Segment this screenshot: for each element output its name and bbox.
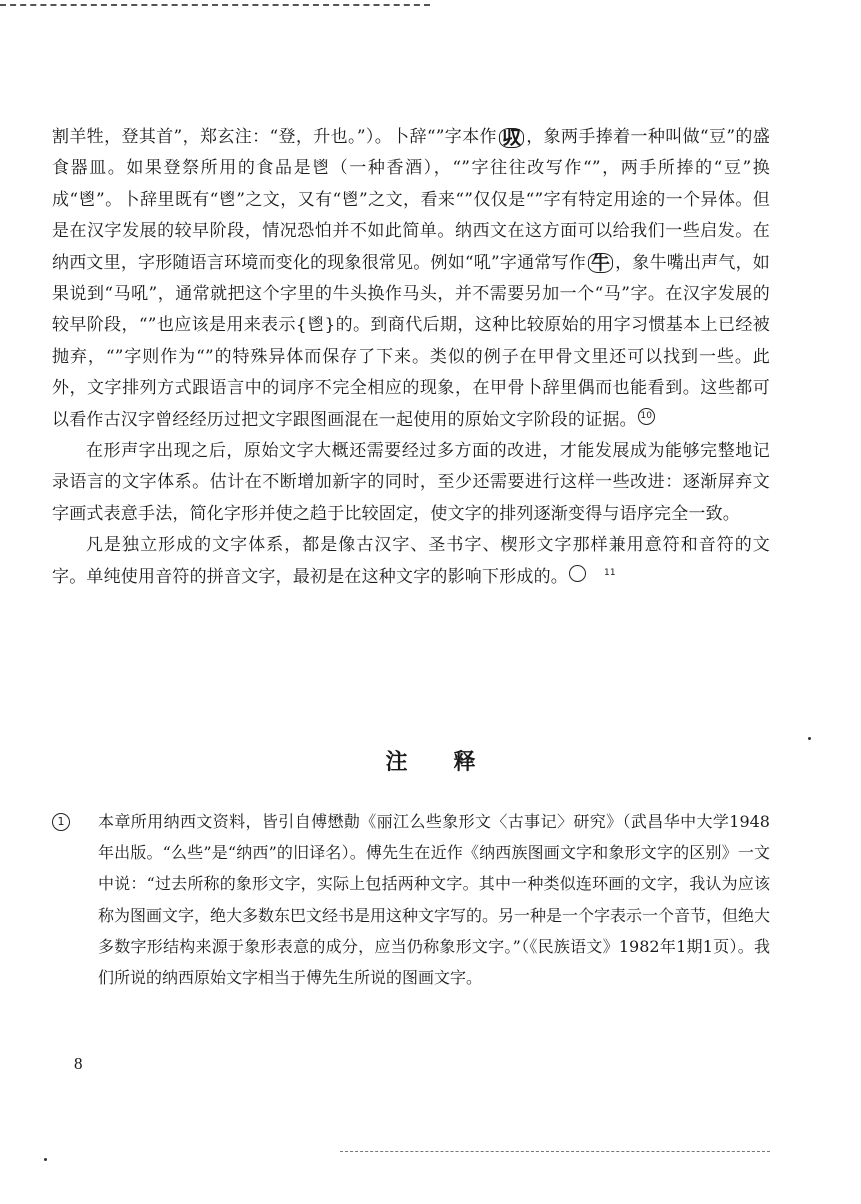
main-text [52,122,770,593]
paragraph: 在形声字出现之后，原始文字大概还需要经过多方面的改进，才能发展成为能够完整地记录语言的文字体系。估计在不断增加新字的同时，至少还需要进行这样一些改进：逐渐屏弃文字画式表意手法，简化字形并使之趋于比较固定，使文字的排列逐渐变得与语序完全一致。 [52,441,770,524]
paragraph [52,122,770,436]
note-item [52,806,770,993]
text-run: ，象两手捧着一种叫做“豆”的盛食器皿。如果登祭所用的食品是鬯（一种香酒），“”字往往改写作“”，两手所捧的“豆”换成“鬯”。卜辞里既有“鬯”之文，又有“鬯”之文，看来“”仅仅是“”字有特定用途的一个异体。但是在汉字发展的较早阶段，情况恐怕并不如此简单。纳西文在这方面可以给我们一些启发。在纳西文里，字形随语言环境而变化的现象很常见。例如“吼”字通常写作 [52,127,770,273]
text-run: ，象牛嘴出声气，如果说到“马吼”，通常就把这个字里的牛头换作马头，并不需要另加一个“马”字。在汉字发展的较早阶段，“”也应该是用来表示{鬯}的。到商代后期，这种比较原始的用字习惯基本上已经被抛弃，“”字则作为“”的特殊异体而保存了下来。类似的例子在甲骨文里还可以找到一些。此外，文字排列方式跟语言中的词序不完全相应的现象，在甲骨卜辞里偶而也能看到。这些都可以看作古汉字曾经经历过把文字跟图画混在一起使用的原始文字阶段的证据。 [52,252,771,430]
text-run: 割羊牲，登其首”，郑玄注：“登，升也。”）。卜辞“”字本作 [52,127,497,147]
footnote-marker[interactable]: 11 [569,565,586,582]
note-number: 1 [52,813,70,831]
page-number: 8 [74,1054,83,1073]
scan-top-edge [0,4,430,6]
ox-glyph-icon: 牛 [588,253,613,273]
scan-speck [808,737,811,740]
notes-heading: 注释 [385,750,522,775]
note-text: 本章所用纳西文资料，皆引自傅懋勣《丽江么些象形文〈古事记〉研究》（武昌华中大学1948年出版。“么些”是“纳西”的旧译名）。傅先生在近作《纳西族图画文字和象形文字的区别》一文中说：“过去所称的象形文字，实际上包括两种文字。其中一种类似连环画的文字，我认为应该称为图画文字，绝大多数东巴文经书是用这种文字写的。另一种是一个字表示一个音节，但绝大多数字形结构来源于象形表意的成分，应当仍称象形文字。”（《民族语文》1982年1期1页）。我们所说的纳西原始文字相当于傅先生所说的图画文字。 [98,812,771,988]
paragraph [52,530,770,593]
scan-bottom-edge [340,1151,770,1152]
scan-speck [44,1158,47,1161]
text-run: 凡是独立形成的文字体系，都是像古汉字、圣书字、楔形文字那样兼用意符和音符的文字。单纯使用音符的拼音文字，最初是在这种文字的影响下形成的。 [52,535,770,587]
footnote-marker[interactable]: 10 [638,408,655,425]
oracle-glyph-icon: 𠬞 [499,128,524,148]
